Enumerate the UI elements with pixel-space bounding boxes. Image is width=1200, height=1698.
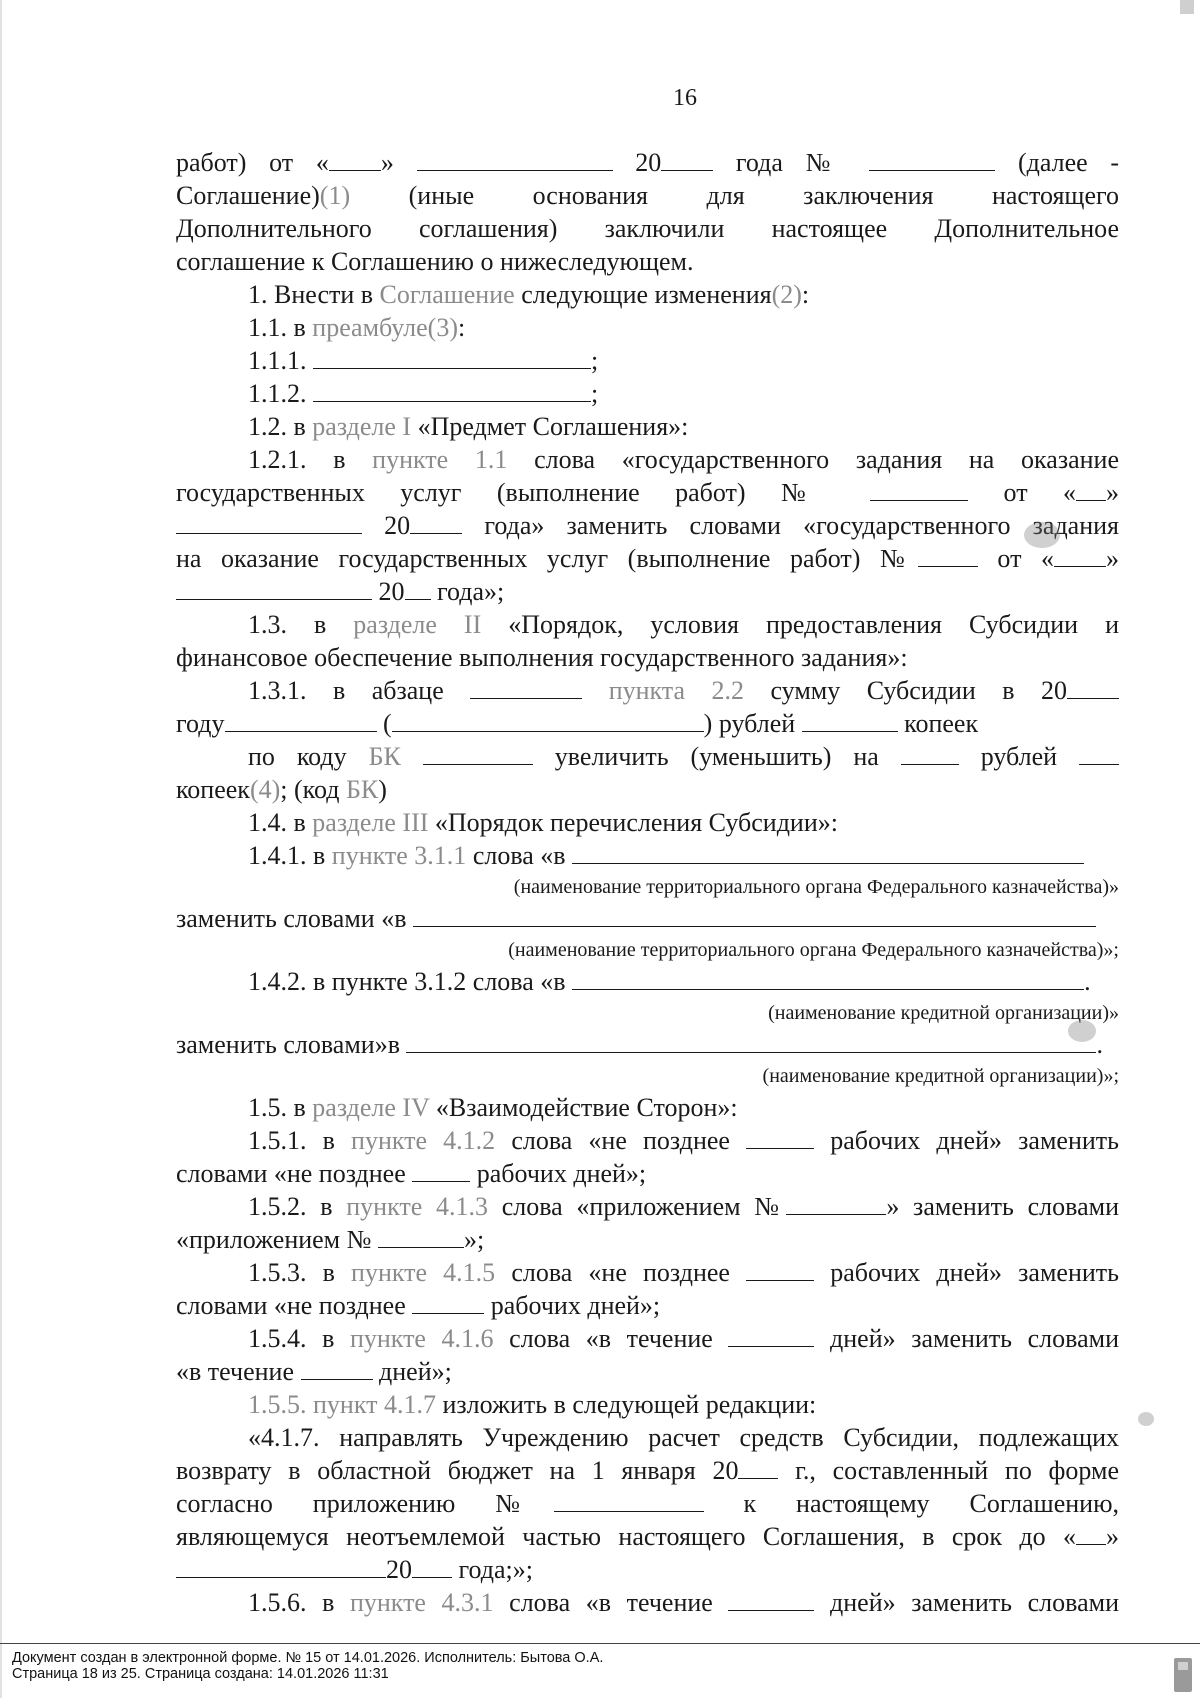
paragraph-line: финансовое обеспечение выполнения государственного задания»: — [176, 643, 908, 672]
footer-divider — [0, 1643, 1200, 1644]
paragraph-line: заменить словами «в — [176, 902, 1119, 935]
quoted-clause: «4.1.7. направлять Учреждению расчет средств Субсидии, подлежащих — [248, 1423, 1119, 1452]
paragraph-line: «в течение дней»; — [176, 1357, 452, 1386]
clause-1-3: 1.3. в разделе II «Порядок, условия предоставления Субсидии и — [248, 610, 1119, 639]
clause-1-1-2: 1.1.2. ; — [248, 379, 599, 408]
field-caption: (наименование кредитной организации)» — [768, 1002, 1119, 1024]
paragraph-line: по коду БК увеличить (уменьшить) на рублей — [176, 740, 1119, 773]
page-number: 16 — [673, 85, 697, 111]
clause-1-5-5: 1.5.5. пункт 4.1.7 изложить в следующей редакции: — [248, 1390, 817, 1419]
paragraph-line: году ( ) рублей копеек — [176, 709, 979, 738]
clause-1-1-1: 1.1.1. ; — [248, 346, 599, 375]
paragraph-line: согласно приложению № к настоящему Соглашению, — [176, 1489, 1119, 1518]
page-edge — [0, 0, 2, 1698]
document-body — [176, 146, 1119, 1619]
footer-line-1: Документ создан в электронной форме. № 15 от 14.01.2026. Исполнитель: Бытова О.А. — [12, 1650, 604, 1666]
paragraph-line: словами «не позднее рабочих дней»; — [176, 1291, 661, 1320]
paragraph-line: копеек(4); (код БК) — [176, 775, 387, 804]
paragraph-line: Дополнительного соглашения) заключили настоящее Дополнительное — [176, 214, 1119, 243]
paragraph-line: соглашение к Соглашению о нижеследующем. — [176, 247, 694, 276]
paragraph-line: работ) от « » 20 года № (далее - — [176, 148, 1120, 177]
paragraph-line: Соглашение)(1) (иные основания для заключения настоящего — [176, 181, 1119, 210]
paragraph-line: словами «не позднее рабочих дней»; — [176, 1159, 647, 1188]
field-caption: (наименование территориального органа Федерального казначейства)» — [513, 876, 1119, 898]
clause-1-5-4: 1.5.4. в пункте 4.1.6 слова «в течение дней» заменить словами — [248, 1324, 1119, 1353]
clause-1-5-2: 1.5.2. в пункте 4.1.3 слова «приложением № » заменить словами — [248, 1192, 1119, 1221]
paragraph-line: 20 года» заменить словами «государственного задания — [176, 509, 1119, 542]
paragraph-line: являющемуся неотъемлемой частью настоящего Соглашения, в срок до « » — [176, 1522, 1119, 1551]
clause-1-5: 1.5. в разделе IV «Взаимодействие Сторон»: — [248, 1093, 738, 1122]
clause-1-5-1: 1.5.1. в пункте 4.1.2 слова «не позднее рабочих дней» заменить — [248, 1126, 1119, 1155]
clause-1-1: 1.1. в преамбуле(3): — [248, 313, 466, 342]
scan-smudge — [1024, 522, 1060, 548]
clause-1-4-1: 1.4.1. в пункте 3.1.1 слова «в — [176, 839, 1119, 872]
paragraph-line: возврату в областной бюджет на 1 января 20 г., составленный по форме — [176, 1456, 1119, 1485]
document-footer — [12, 1650, 1162, 1682]
scan-corner-mark — [1180, 0, 1194, 14]
clause-1-2: 1.2. в разделе I «Предмет Соглашения»: — [248, 412, 689, 441]
clause-1-5-6: 1.5.6. в пункте 4.3.1 слова «в течение дней» заменить словами — [248, 1588, 1119, 1617]
paragraph-line: государственных услуг (выполнение работ) № от « » — [176, 478, 1119, 507]
signature-stamp-icon — [1174, 1658, 1192, 1692]
paragraph-line: 20 года;»; — [176, 1553, 1119, 1586]
scan-smudge — [1068, 1020, 1096, 1042]
scan-smudge — [1138, 1412, 1154, 1426]
paragraph-line: «приложением № »; — [176, 1225, 485, 1254]
paragraph-line: заменить словами»в . — [176, 1030, 1103, 1059]
field-caption: (наименование кредитной организации)»; — [762, 1065, 1119, 1087]
clause-1-4-2: 1.4.2. в пункте 3.1.2 слова «в . — [248, 967, 1091, 996]
clause-1-3-1: 1.3.1. в абзаце пункта 2.2 сумму Субсидии в 20 — [176, 674, 1119, 707]
footer-line-2: Страница 18 из 25. Страница создана: 14.01.2026 11:31 — [12, 1666, 389, 1682]
clause-1-2-1: 1.2.1. в пункте 1.1 слова «государственного задания на оказание — [248, 445, 1119, 474]
field-caption: (наименование территориального органа Федерального казначейства)»; — [508, 939, 1119, 961]
clause-1-4: 1.4. в разделе III «Порядок перечисления Субсидии»: — [248, 808, 838, 837]
clause-1-5-3: 1.5.3. в пункте 4.1.5 слова «не позднее рабочих дней» заменить — [248, 1258, 1119, 1287]
clause-1: 1. Внести в Соглашение следующие изменения(2): — [248, 280, 810, 309]
paragraph-line: на оказание государственных услуг (выполнение работ) № от « » — [176, 544, 1119, 573]
paragraph-line: 20 года»; — [176, 575, 1119, 608]
